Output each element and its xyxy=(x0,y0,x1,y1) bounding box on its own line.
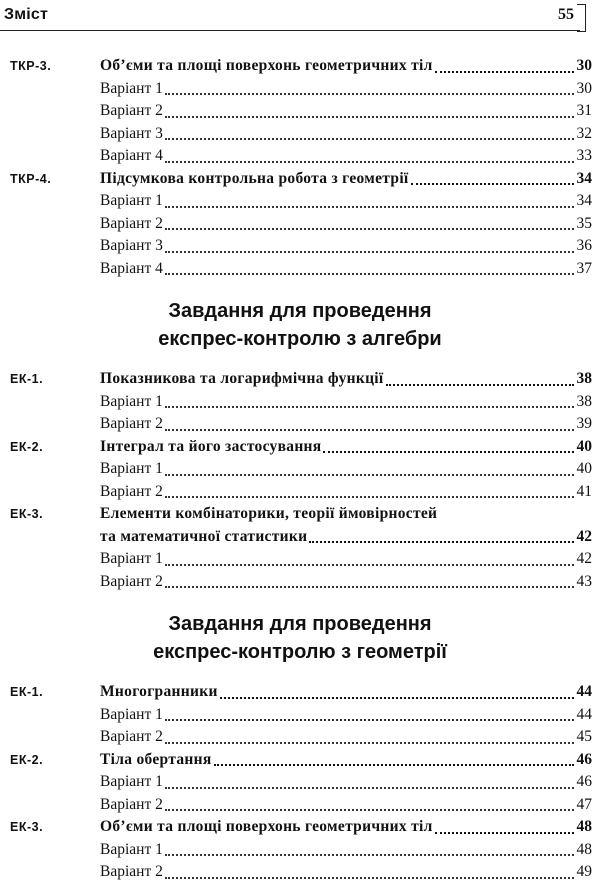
variant-page: 30 xyxy=(576,79,592,97)
section-heading-line: Завдання для проведення xyxy=(168,613,432,635)
variant-label: Варіант 2 xyxy=(100,795,163,813)
variant-page: 47 xyxy=(576,795,592,813)
entry-page: 44 xyxy=(576,683,592,700)
entry-code: ТКР-3. xyxy=(10,59,52,73)
entry-main-row[interactable] xyxy=(100,55,592,78)
variant-row[interactable] xyxy=(100,726,592,749)
variant-label: Варіант 2 xyxy=(100,482,163,500)
dot-leader xyxy=(165,93,574,95)
variant-label: Варіант 2 xyxy=(100,572,163,590)
variant-row[interactable] xyxy=(100,190,592,213)
variant-page: 44 xyxy=(576,705,592,723)
variant-row[interactable] xyxy=(100,458,592,481)
variant-row[interactable] xyxy=(100,839,592,862)
variant-label: Варіант 1 xyxy=(100,840,163,858)
variant-row[interactable] xyxy=(100,213,592,236)
variant-row[interactable] xyxy=(100,413,592,436)
variant-label: Варіант 4 xyxy=(100,147,163,164)
dot-leader xyxy=(323,451,574,453)
entry-page: 46 xyxy=(576,750,592,768)
variant-row[interactable] xyxy=(100,861,592,884)
variant-row[interactable] xyxy=(100,258,592,281)
variant-label: Варіант 1 xyxy=(100,705,163,723)
variant-label: Варіант 3 xyxy=(100,237,163,254)
variant-page: 32 xyxy=(576,124,592,142)
entry-page: 42 xyxy=(576,527,592,545)
variant-page: 46 xyxy=(576,773,592,790)
entry-main-row[interactable] xyxy=(100,436,592,459)
dot-leader xyxy=(220,697,574,699)
page-number: 55 xyxy=(558,6,574,23)
section-heading-line: експрес-контролю з геометрії xyxy=(153,641,447,663)
dot-leader xyxy=(309,541,574,543)
dot-leader xyxy=(165,564,574,566)
variant-page: 49 xyxy=(576,863,592,880)
toc-entry[interactable] xyxy=(0,681,600,749)
page-header xyxy=(0,0,600,40)
entry-main-row[interactable] xyxy=(100,816,592,839)
variant-page: 37 xyxy=(576,259,592,277)
variant-label: Варіант 2 xyxy=(100,102,163,119)
page-number-bracket xyxy=(577,4,586,32)
variant-page: 38 xyxy=(576,392,592,410)
header-rule xyxy=(0,30,580,31)
dot-leader xyxy=(165,809,574,811)
variant-label: Варіант 2 xyxy=(100,863,163,880)
entry-code: ЕК-2. xyxy=(10,752,44,767)
variant-page: 34 xyxy=(576,192,592,209)
entry-title: Об’єми та площі поверхонь геометричних тіл xyxy=(100,57,433,74)
variant-label: Варіант 2 xyxy=(100,415,163,432)
variant-row[interactable] xyxy=(100,571,592,594)
section-heading xyxy=(0,610,600,666)
entry-code: ЕК-3. xyxy=(10,507,44,521)
toc-entry[interactable] xyxy=(0,503,600,593)
variant-label: Варіант 2 xyxy=(100,214,163,232)
dot-leader xyxy=(165,496,574,498)
dot-leader xyxy=(165,161,574,163)
table-of-contents xyxy=(0,55,600,884)
entry-code: ЕК-1. xyxy=(10,685,44,699)
variant-label: Варіант 1 xyxy=(100,192,163,209)
variant-page: 31 xyxy=(576,102,592,119)
variant-page: 41 xyxy=(576,482,592,500)
dot-leader xyxy=(165,429,574,431)
dot-leader xyxy=(165,406,574,408)
variant-label: Варіант 2 xyxy=(100,728,163,745)
dot-leader xyxy=(411,183,574,185)
variant-page: 33 xyxy=(576,147,592,164)
variant-page: 40 xyxy=(576,460,592,477)
entry-title: Многогранники xyxy=(100,683,218,700)
variant-row[interactable] xyxy=(100,794,592,817)
dot-leader xyxy=(435,71,574,73)
variant-label: Варіант 1 xyxy=(100,460,163,477)
toc-section-algebra-express xyxy=(0,297,600,593)
variant-row[interactable] xyxy=(100,123,592,146)
dot-leader xyxy=(165,228,574,230)
variant-page: 42 xyxy=(576,550,592,567)
dot-leader xyxy=(165,474,574,476)
toc-section-geometry-express xyxy=(0,610,600,884)
entry-code: ТКР-4. xyxy=(10,171,52,186)
dot-leader xyxy=(386,384,574,386)
variant-page: 48 xyxy=(576,840,592,858)
variant-row[interactable] xyxy=(100,704,592,727)
section-heading-line: експрес-контролю з алгебри xyxy=(158,328,442,350)
dot-leader xyxy=(214,764,574,766)
variant-row[interactable] xyxy=(100,145,592,168)
variant-page: 36 xyxy=(576,237,592,254)
dot-leader xyxy=(435,832,574,834)
toc-entry[interactable] xyxy=(0,749,600,817)
variant-row[interactable] xyxy=(100,481,592,504)
section-heading xyxy=(0,297,600,353)
entry-page: 34 xyxy=(576,169,592,187)
entry-code: ЕК-1. xyxy=(10,372,44,386)
variant-row[interactable] xyxy=(100,235,592,258)
entry-title-line[interactable] xyxy=(100,503,592,526)
dot-leader xyxy=(165,854,574,856)
variant-row[interactable] xyxy=(100,78,592,101)
dot-leader xyxy=(165,787,574,789)
toc-entry[interactable] xyxy=(0,436,600,504)
variant-label: Варіант 1 xyxy=(100,392,163,410)
toc-entry[interactable] xyxy=(0,368,600,436)
dot-leader xyxy=(165,742,574,744)
variant-label: Варіант 3 xyxy=(100,124,163,142)
variant-page: 43 xyxy=(576,572,592,590)
entry-title: Інтеграл та його застосування xyxy=(100,437,322,455)
variant-row[interactable] xyxy=(100,100,592,123)
toc-section-geometry-tests xyxy=(0,55,600,280)
entry-main-row[interactable] xyxy=(100,168,592,191)
dot-leader xyxy=(165,251,574,253)
variant-label: Варіант 4 xyxy=(100,259,163,277)
section-title: Зміст xyxy=(4,6,49,23)
entry-code: ЕК-2. xyxy=(10,439,44,454)
entry-main-row[interactable] xyxy=(100,681,592,704)
toc-entry[interactable] xyxy=(0,816,600,884)
variant-page: 35 xyxy=(576,214,592,232)
entry-title: Показникова та логарифмічна функції xyxy=(100,370,384,387)
toc-entry[interactable] xyxy=(0,55,600,168)
dot-leader xyxy=(165,116,574,118)
variant-label: Варіант 1 xyxy=(100,550,163,567)
dot-leader xyxy=(165,719,574,721)
dot-leader xyxy=(165,138,574,140)
entry-title: та математичної статистики xyxy=(100,527,308,545)
variant-page: 39 xyxy=(576,415,592,432)
entry-page: 40 xyxy=(576,437,592,455)
entry-title: Тіла обертання xyxy=(100,750,212,768)
entry-main-row[interactable] xyxy=(100,526,592,549)
variant-label: Варіант 1 xyxy=(100,773,163,790)
toc-entry[interactable] xyxy=(0,168,600,281)
variant-row[interactable] xyxy=(100,548,592,571)
entry-main-row[interactable] xyxy=(100,749,592,772)
entry-main-row[interactable] xyxy=(100,368,592,391)
entry-code: ЕК-3. xyxy=(10,820,44,834)
dot-leader xyxy=(165,273,574,275)
entry-page: 48 xyxy=(576,818,592,835)
variant-label: Варіант 1 xyxy=(100,79,163,97)
variant-row[interactable] xyxy=(100,391,592,414)
entry-page: 38 xyxy=(576,370,592,387)
entry-title: Елементи комбінаторики, теорії ймовірностей xyxy=(100,505,438,522)
entry-title: Підсумкова контрольна робота з геометрії xyxy=(100,169,409,187)
entry-title: Об’єми та площі поверхонь геометричних тіл xyxy=(100,818,433,835)
dot-leader xyxy=(165,586,574,588)
dot-leader xyxy=(165,206,574,208)
dot-leader xyxy=(165,877,574,879)
section-heading-line: Завдання для проведення xyxy=(168,300,432,322)
variant-row[interactable] xyxy=(100,771,592,794)
entry-page: 30 xyxy=(576,57,592,74)
variant-page: 45 xyxy=(576,728,592,745)
